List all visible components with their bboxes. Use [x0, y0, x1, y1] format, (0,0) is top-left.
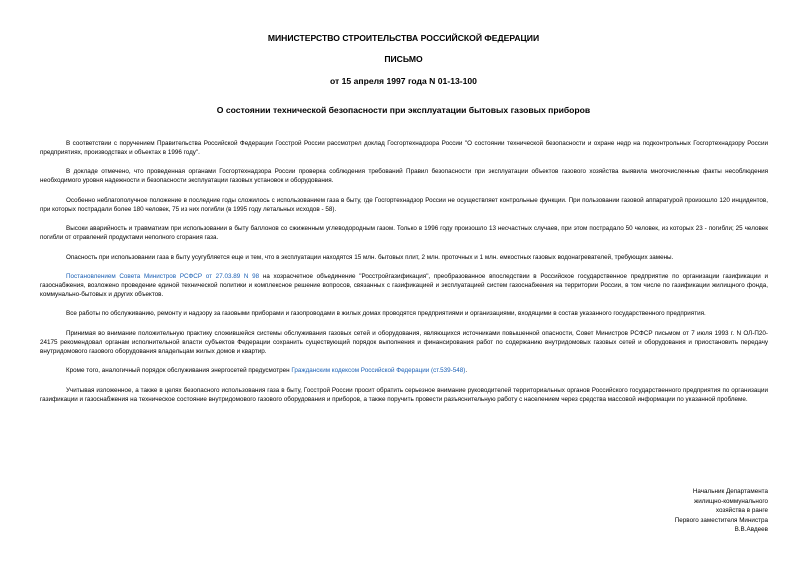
paragraph-6: [40, 273, 768, 299]
signature-name: В.В.Авдеев: [734, 526, 768, 534]
paragraph-3: Особенно неблагополучное положение в последние годы сложилось с использованием газа в быту, где Госгортехнадзор России не осуществляет контрольные функции. При пользовании газовой аппаратурой произошло 120 инцидентов, при которых пострадали более 180 человек, 75 из них погибли (в 1995 году летальных исходов - 58).: [40, 196, 768, 213]
document-date-number: от 15 апреля 1997 года N 01-13-100: [330, 76, 477, 86]
paragraph-9-end: .: [465, 367, 468, 375]
signature-block: [548, 487, 768, 535]
paragraph-9-text: Кроме того, аналогичный порядок обслуживания энергосетей предусмотрен: [66, 367, 290, 375]
ministry-heading: МИНИСТЕРСТВО СТРОИТЕЛЬСТВА РОССИЙСКОЙ ФЕДЕРАЦИИ: [267, 33, 540, 43]
paragraph-6-text: на хозрасчетное объединение "Росстройгазификация", преобразованное впоследствии в Российское государственное предприятие по организации газификации и газоснабжения, возложено проведение единой технической политики и комплексное решение вопросов, связанных с газификацией и эксплуатацией систем газоснабжения на территории России, в том числе по газификации жилищного фонда, коммунально-бытовых и других объектов.: [40, 273, 769, 298]
document-type-heading: ПИСЬМО: [384, 54, 423, 64]
resolution-link[interactable]: Постановлением Совета Министров РСФСР от 27.03.89 N 98: [66, 273, 260, 281]
paragraph-1: В соответствии с поручением Правительства Российской Федерации Госстрой России рассмотрел доклад Госгортехнадзора России "О состоянии технической безопасности и охране недр на подконтрольных Госгортехнадзору России предприятиях, производствах и объектах в 1996 году".: [40, 140, 768, 156]
paragraph-4: Высоки аварийность и травматизм при использовании в быту баллонов со сжиженным углеводородным газом. Только в 1996 году произошло 13 несчастных случаев, при этом пострадало 50 человек, из которых 23 - погибли; 25 человек погибли от отравлений продуктами неполного сгорания газа.: [40, 225, 768, 241]
signature-position-line-4: Первого заместителя Министра: [674, 516, 768, 524]
paragraph-2: В докладе отмечено, что проведенная органами Госгортехнадзора России проверка соблюдения требований Правил безопасности при эксплуатации объектов газового хозяйства выявила многочисленные факты несоблюдения необходимого уровня надежности и безопасности эксплуатации газовых установок и оборудования.: [40, 168, 768, 185]
signature-position-line-1: Начальник Департамента: [692, 488, 768, 495]
document-subject-title: О состоянии технической безопасности при эксплуатации бытовых газовых приборов: [216, 105, 591, 115]
paragraph-10: Учитывая изложенное, а также в целях безопасного использования газа в быту, Госстрой России просит обратить серьезное внимание руководителей территориальных органов Российского государственного предприятия по организации газификации и газоснабжения на техническое состояние внутридомового газового оборудования и приборов, а также поручить провести разъяснительную работу с населением через средства массовой информации по указанной проблеме.: [40, 386, 768, 403]
civil-code-link[interactable]: Гражданским кодексом Российской Федерации (ст.539-548): [291, 367, 466, 375]
paragraph-5: Опасность при использовании газа в быту усугубляется еще и тем, что в эксплуатации находятся 15 млн. бытовых плит, 2 млн. проточных и 1 млн. емкостных газовых водонагревателей, требующих замены.: [66, 253, 674, 261]
signature-position-line-2: жилищно-коммунального: [694, 497, 768, 505]
paragraph-9: [40, 367, 768, 376]
signature-position-line-3: хозяйства в ранге: [715, 507, 768, 515]
paragraph-8: Принимая во внимание положительную практику сложившейся системы обслуживания газовых сетей и оборудования, являющихся источниками повышенной опасности, Совет Министров РСФСР письмом от 7 июля 1993 г. N ОЛ-П20-24175 рекомендовал органам исполнительной власти субъектов Федерации сохранить существующий порядок выполнения и финансирования работ по содержанию внутридомовых газовых сетей и оборудования и приостановить передачу внутридомового газового оборудования владельцам жилых домов и квартир.: [40, 330, 768, 355]
paragraph-7: Все работы по обслуживанию, ремонту и надзору за газовыми приборами и газопроводами в жилых домах проводятся предприятиями и организациями, входящими в состав указанного государственного предприятия.: [66, 310, 706, 318]
document-body: [40, 140, 768, 415]
